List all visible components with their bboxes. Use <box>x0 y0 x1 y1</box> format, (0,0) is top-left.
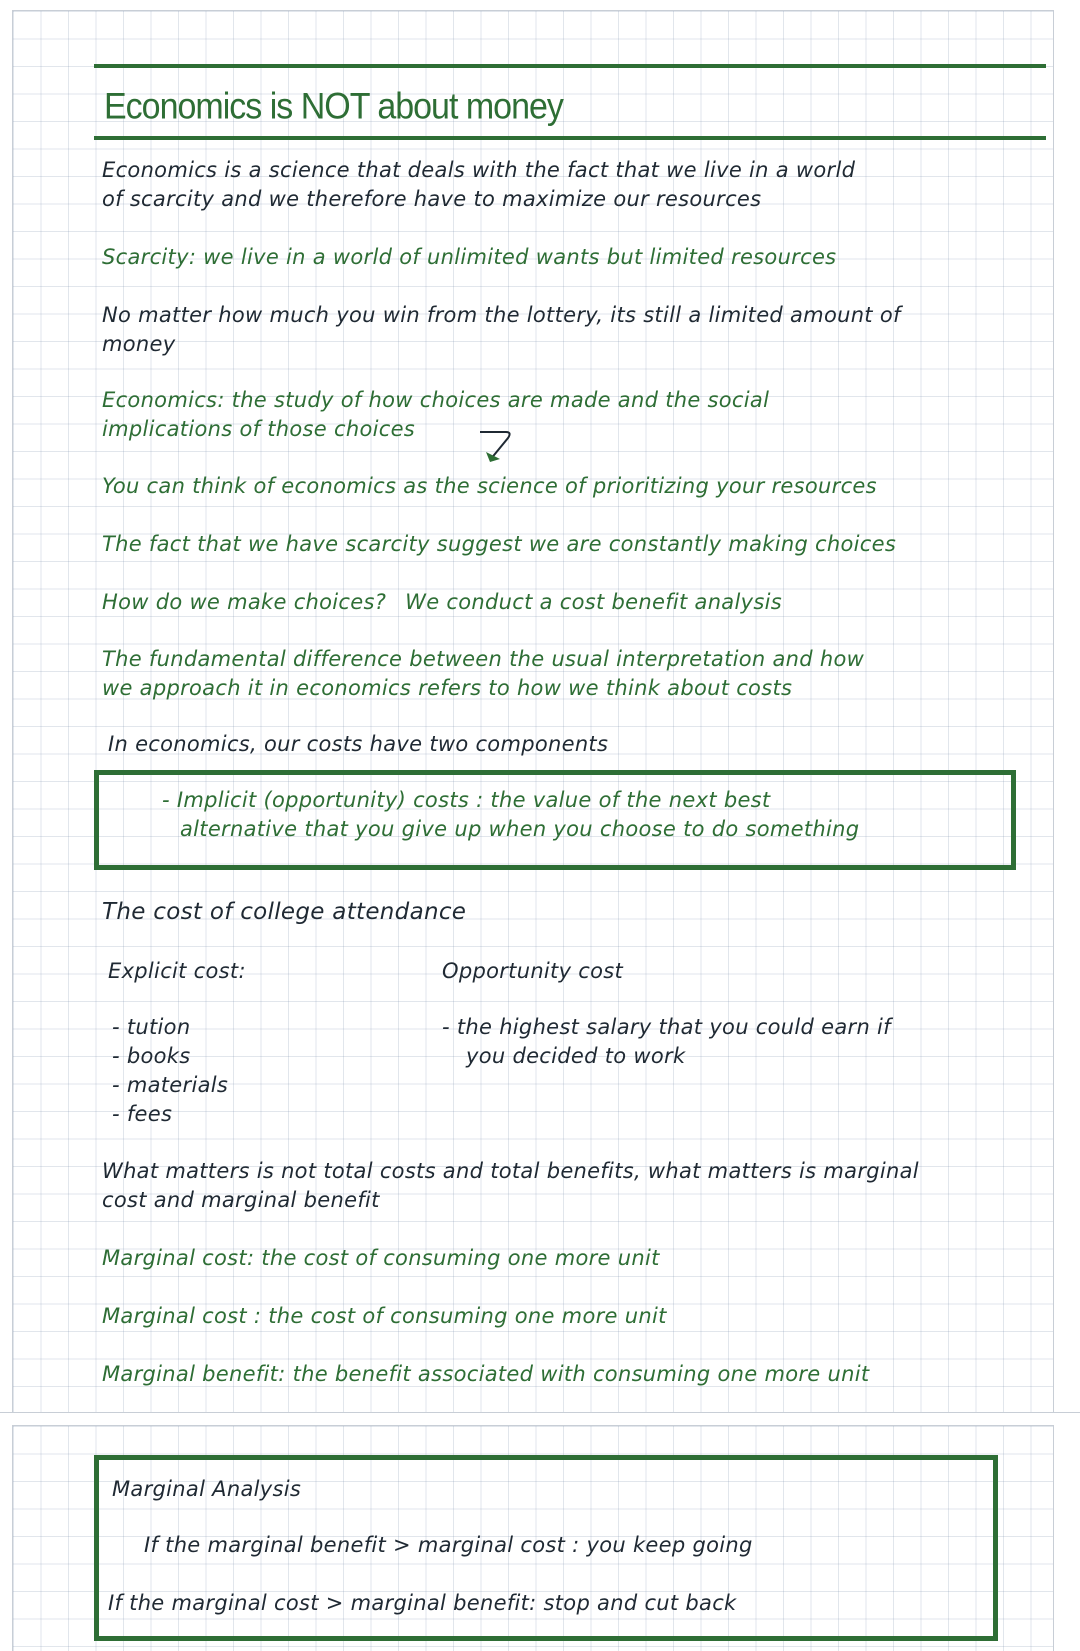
question-text: How do we make choices? <box>102 590 387 614</box>
note-line: alternative that you give up when you choose to do something <box>180 817 860 841</box>
answer-text: We conduct a cost benefit analysis <box>405 590 782 614</box>
term-marginal: Marginal <box>102 1246 196 1270</box>
title-rule-bottom <box>94 136 1046 140</box>
term-scarcity: Scarcity <box>102 245 189 269</box>
note-line: implications of those choices <box>102 417 416 441</box>
note-line: What matters is not total costs and total benefits, what matters is marginal <box>102 1159 919 1183</box>
list-item: - materials <box>112 1073 229 1097</box>
note-line: The fact that we have scarcity suggest we are constantly making choices <box>102 532 897 556</box>
rule-line: If the marginal benefit > marginal cost : you keep going <box>144 1533 753 1557</box>
section-heading: The cost of college attendance <box>102 899 467 925</box>
list-item: - fees <box>112 1102 173 1126</box>
note-line: No matter how much you win from the lottery, its still a limited amount of <box>102 303 901 327</box>
definition-text: cost: the cost of consuming one more unit <box>195 1246 660 1270</box>
definition-text: benefit: the benefit associated with consuming one more unit <box>195 1362 870 1386</box>
definition-marginal-cost <box>102 1302 667 1331</box>
note-line: you decided to work <box>466 1044 686 1068</box>
title-rule-top <box>94 64 1046 68</box>
note-line: You can think of economics as the science of prioritizing your resources <box>102 474 877 498</box>
opportunity-cost-heading: Opportunity cost <box>442 959 624 983</box>
note-line: cost and marginal benefit <box>102 1188 380 1212</box>
term-marginal: Marginal <box>102 1362 196 1386</box>
definition-marginal-cost <box>102 1244 660 1273</box>
page-separator <box>0 1412 1080 1426</box>
box-heading: Marginal Analysis <box>112 1477 302 1501</box>
note-line: In economics, our costs have two components <box>108 732 609 756</box>
list-item: - tution <box>112 1015 191 1039</box>
definition-text: : the study of how choices are made and the social <box>217 388 770 412</box>
note-line: money <box>102 332 176 356</box>
note-line: we approach it in economics refers to how we think about costs <box>102 676 793 700</box>
definition-scarcity <box>102 243 836 272</box>
list-item: - books <box>112 1044 191 1068</box>
curved-arrow-icon <box>478 426 538 466</box>
note-line: of scarcity and we therefore have to maximize our resources <box>102 187 762 211</box>
note-line: - the highest salary that you could earn if <box>442 1015 891 1039</box>
note-line: Economics is a science that deals with the fact that we live in a world <box>102 158 856 182</box>
note-line: - Implicit (opportunity) costs : the value of the next best <box>162 788 771 812</box>
definition-text: : we live in a world of unlimited wants but limited resources <box>188 245 837 269</box>
term-economics: Economics <box>102 388 218 412</box>
definition-economics <box>102 386 769 415</box>
explicit-cost-heading: Explicit cost: <box>108 959 246 983</box>
note-line <box>102 588 782 617</box>
page-title: Economics is NOT about money <box>104 86 563 128</box>
term-marginal: Marginal <box>102 1304 196 1328</box>
rule-line: If the marginal cost > marginal benefit: stop and cut back <box>108 1591 737 1615</box>
definition-marginal-benefit <box>102 1360 869 1389</box>
definition-text: cost : the cost of consuming one more unit <box>195 1304 667 1328</box>
note-line: The fundamental difference between the usual interpretation and how <box>102 647 865 671</box>
